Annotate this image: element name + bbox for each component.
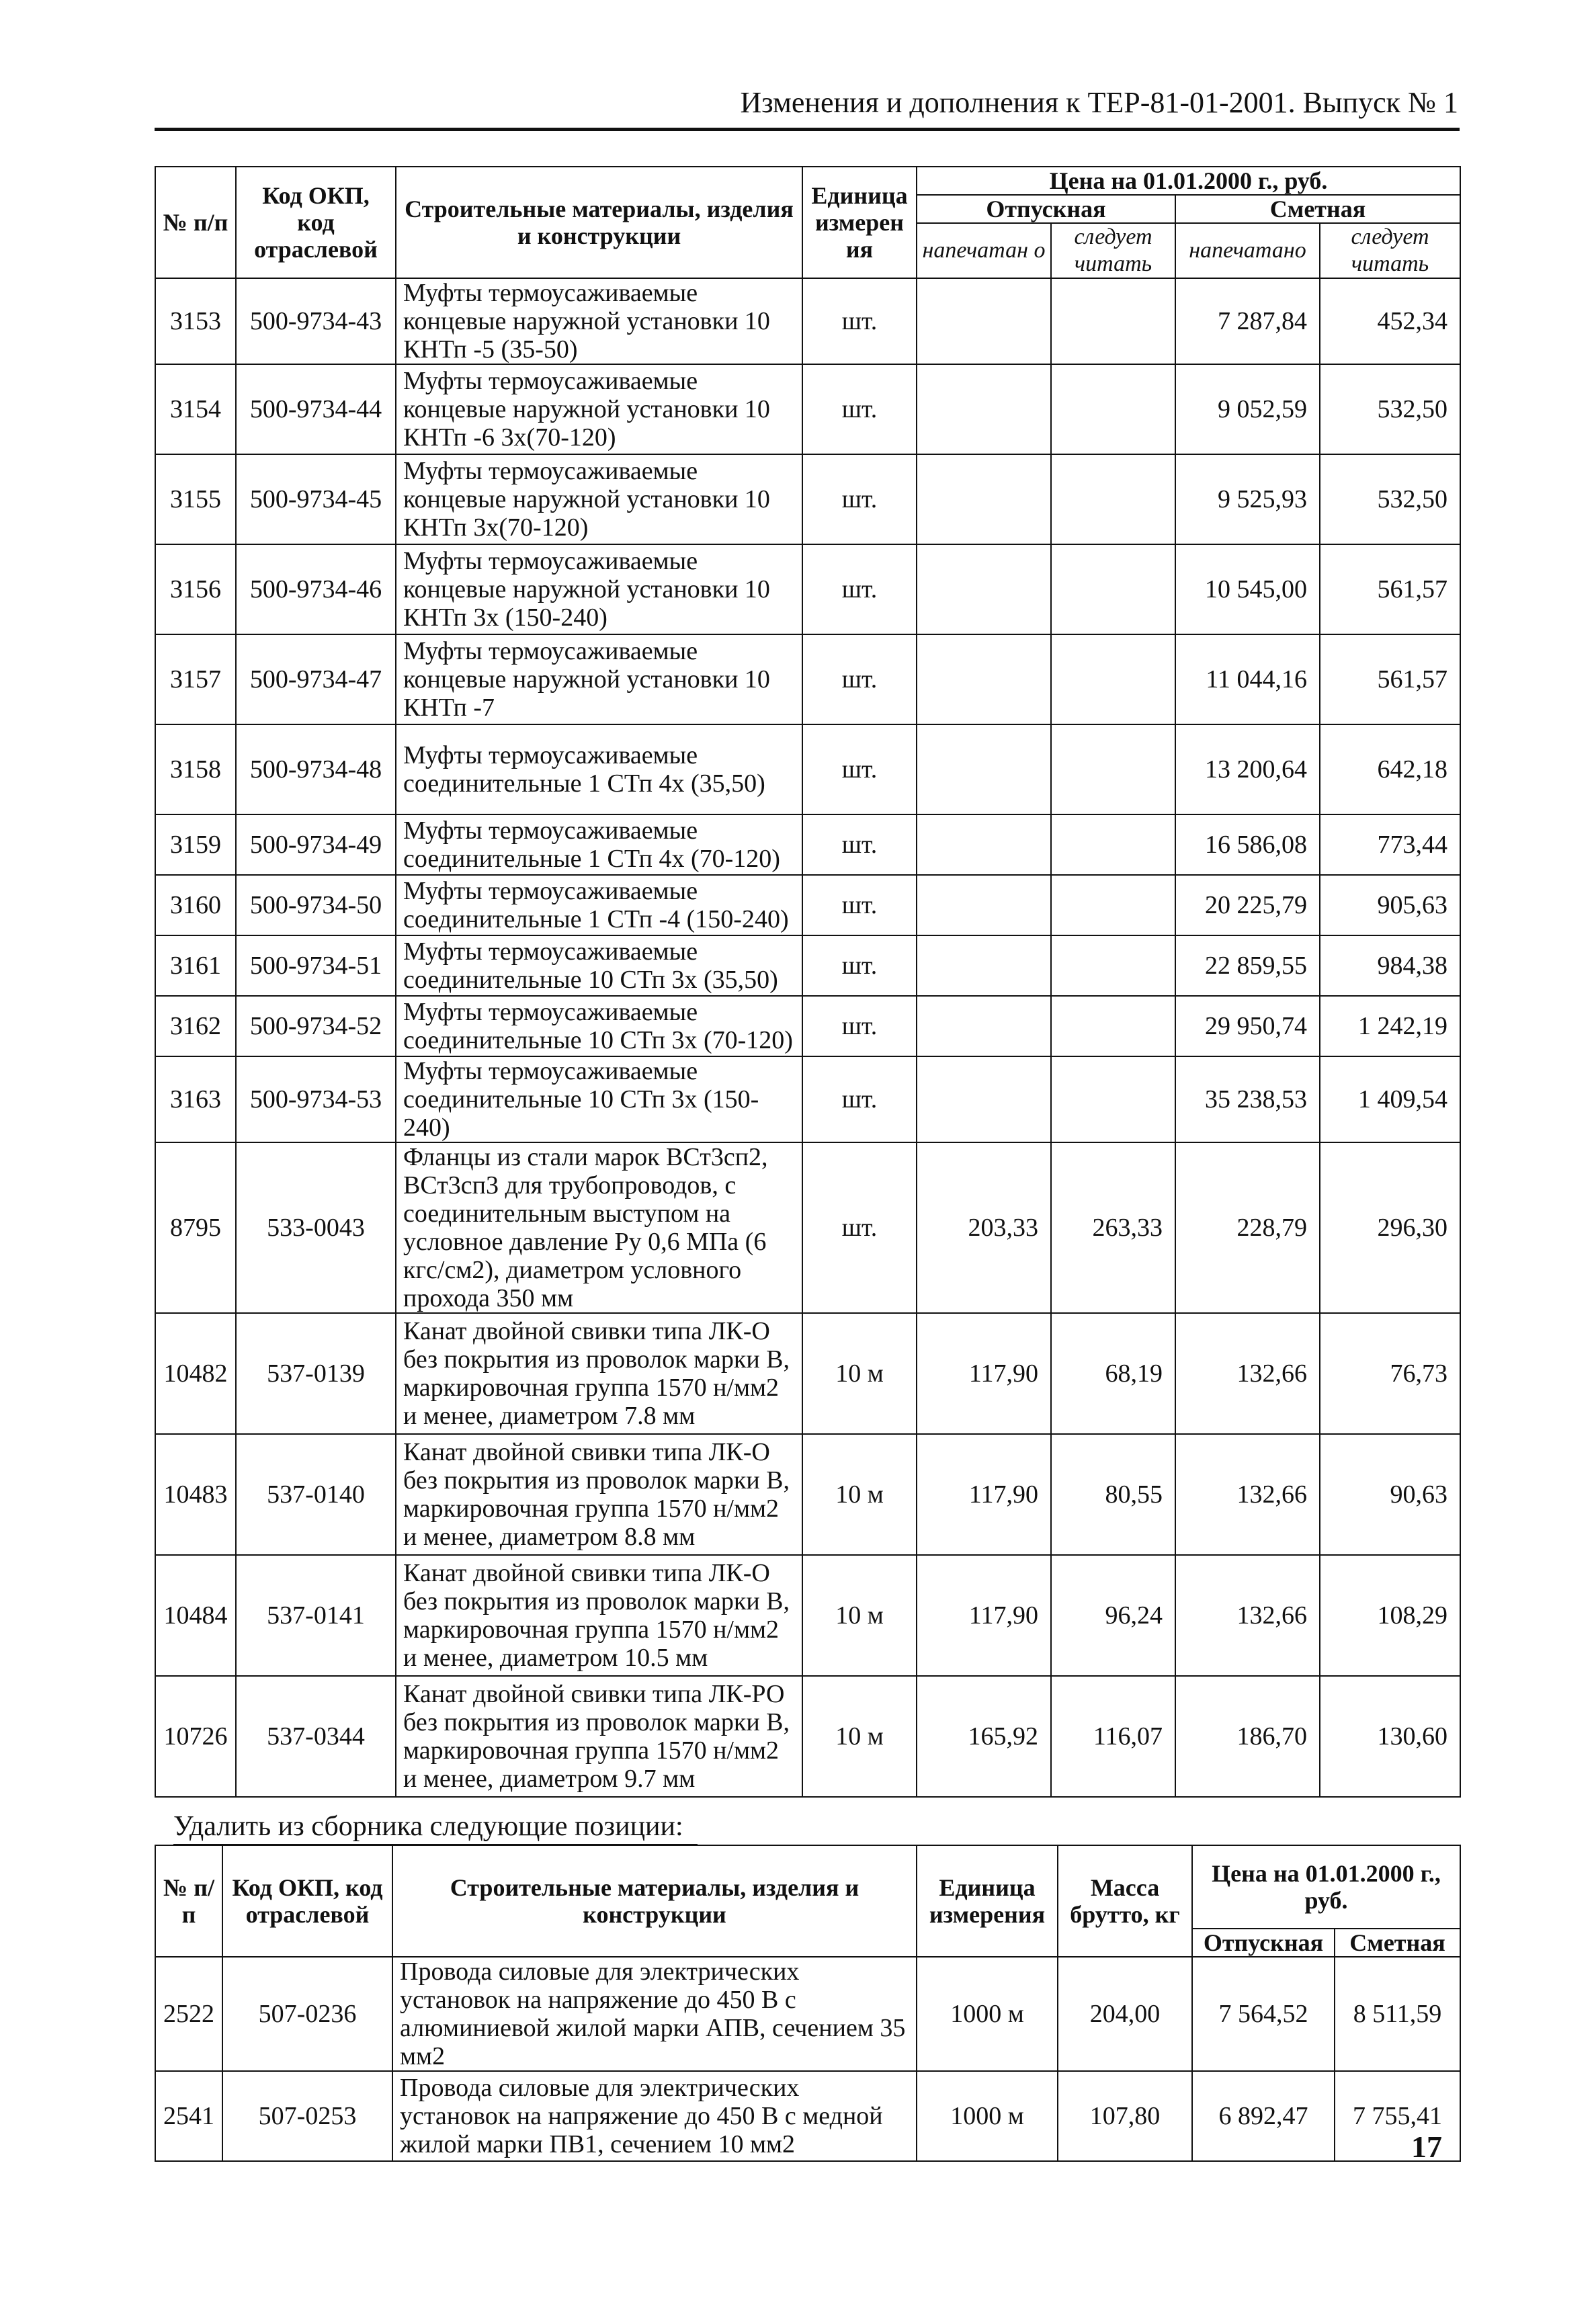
row-wholesale-printed	[917, 364, 1051, 454]
table-row	[155, 1313, 1460, 1434]
row-num: 3157	[155, 634, 236, 724]
row-wholesale-printed: 203,33	[917, 1142, 1051, 1313]
row-num: 3161	[155, 935, 236, 996]
row-name: Муфты термоусаживаемые соединительные 1 СТп 4х (35,50)	[396, 724, 802, 814]
row-code: 500-9734-43	[236, 278, 396, 364]
page-header: Изменения и дополнения к ТЕР-81-01-2001. Выпуск № 1	[740, 86, 1458, 119]
row-estimate-printed: 16 586,08	[1175, 814, 1320, 875]
row-num: 10484	[155, 1555, 236, 1676]
row-code: 533-0043	[236, 1142, 396, 1313]
row-code: 500-9734-52	[236, 996, 396, 1056]
row-estimate: 7 755,41	[1335, 2071, 1460, 2161]
row-mass: 107,80	[1058, 2071, 1192, 2161]
row-unit: шт.	[802, 814, 917, 875]
row-code: 500-9734-53	[236, 1056, 396, 1142]
row-wholesale-printed	[917, 1056, 1051, 1142]
row-num: 10482	[155, 1313, 236, 1434]
table-row	[155, 544, 1460, 634]
table-row	[155, 364, 1460, 454]
row-wholesale-read	[1051, 454, 1175, 544]
removal-title: Удалить из сборника следующие позиции:	[173, 1811, 683, 1842]
row-name: Фланцы из стали марок ВСт3сп2, ВСт3сп3 для трубопроводов, с соединительным выступом на условное давление Ру 0,6 МПа (6 кгс/см2), диаметром условного прохода 350 мм	[396, 1142, 802, 1313]
row-unit: шт.	[802, 724, 917, 814]
row-wholesale-read: 68,19	[1051, 1313, 1175, 1434]
row-estimate: 8 511,59	[1335, 1957, 1460, 2071]
row-wholesale-read	[1051, 935, 1175, 996]
row-estimate-read: 1 242,19	[1320, 996, 1460, 1056]
col-wholesale-printed: напечатан о	[917, 223, 1051, 278]
row-estimate-read: 561,57	[1320, 634, 1460, 724]
row-num: 3153	[155, 278, 236, 364]
row-wholesale-printed	[917, 634, 1051, 724]
col-estimate-header: Сметная	[1175, 195, 1460, 223]
row-unit: шт.	[802, 634, 917, 724]
row-estimate-read: 90,63	[1320, 1434, 1460, 1555]
row-wholesale-printed: 117,90	[917, 1434, 1051, 1555]
row-code: 500-9734-47	[236, 634, 396, 724]
row-estimate-read: 1 409,54	[1320, 1056, 1460, 1142]
table-row	[155, 724, 1460, 814]
row-wholesale-printed	[917, 875, 1051, 935]
row-unit: шт.	[802, 454, 917, 544]
row-wholesale: 7 564,52	[1192, 1957, 1335, 2071]
row-wholesale-printed	[917, 935, 1051, 996]
table-row	[155, 278, 1460, 364]
row-code: 507-0253	[222, 2071, 392, 2161]
row-code: 500-9734-49	[236, 814, 396, 875]
row-unit: шт.	[802, 1142, 917, 1313]
table-row	[155, 814, 1460, 875]
col-estimate-printed: напечатано	[1175, 223, 1320, 278]
row-name: Канат двойной свивки типа ЛК-О без покрытия из проволок марки В, маркировочная группа 1570 н/мм2 и менее, диаметром 10.5 мм	[396, 1555, 802, 1676]
row-code: 500-9734-51	[236, 935, 396, 996]
col2-estimate-header: Сметная	[1335, 1929, 1460, 1957]
row-unit: 10 м	[802, 1676, 917, 1797]
row-wholesale-read: 263,33	[1051, 1142, 1175, 1313]
row-estimate-read: 532,50	[1320, 454, 1460, 544]
row-num: 10483	[155, 1434, 236, 1555]
row-wholesale-printed: 165,92	[917, 1676, 1051, 1797]
row-wholesale-printed	[917, 454, 1051, 544]
row-estimate-printed: 132,66	[1175, 1555, 1320, 1676]
row-name: Канат двойной свивки типа ЛК-О без покрытия из проволок марки В, маркировочная группа 1570 н/мм2 и менее, диаметром 7.8 мм	[396, 1313, 802, 1434]
row-code: 507-0236	[222, 1957, 392, 2071]
table-row	[155, 935, 1460, 996]
header-rule	[155, 128, 1460, 131]
col2-price-header: Цена на 01.01.2000 г., руб.	[1192, 1845, 1460, 1929]
row-name: Канат двойной свивки типа ЛК-РО без покрытия из проволок марки В, маркировочная группа 1570 н/мм2 и менее, диаметром 9.7 мм	[396, 1676, 802, 1797]
col-wholesale-read: следует читать	[1051, 223, 1175, 278]
row-estimate-read: 296,30	[1320, 1142, 1460, 1313]
row-name: Провода силовые для электрических установок на напряжение до 450 В с медной жилой марки ПВ1, сечением 10 мм2	[392, 2071, 917, 2161]
col2-mass-header: Масса брутто, кг	[1058, 1845, 1192, 1957]
row-num: 3162	[155, 996, 236, 1056]
row-name: Муфты термоусаживаемые соединительные 10 СТп 3х (70-120)	[396, 996, 802, 1056]
table-row	[155, 1957, 1460, 2071]
row-estimate-printed: 9 052,59	[1175, 364, 1320, 454]
row-estimate-printed: 11 044,16	[1175, 634, 1320, 724]
table-row	[155, 875, 1460, 935]
row-estimate-read: 76,73	[1320, 1313, 1460, 1434]
row-name: Муфты термоусаживаемые соединительные 10 СТп 3х (150-240)	[396, 1056, 802, 1142]
table-row	[155, 1434, 1460, 1555]
row-estimate-printed: 132,66	[1175, 1434, 1320, 1555]
row-code: 537-0344	[236, 1676, 396, 1797]
col-num-header: № п/п	[155, 167, 236, 278]
row-name: Муфты термоусаживаемые концевые наружной установки 10 КНТп 3х (150-240)	[396, 544, 802, 634]
row-num: 3154	[155, 364, 236, 454]
row-num: 3160	[155, 875, 236, 935]
row-code: 537-0141	[236, 1555, 396, 1676]
row-code: 500-9734-46	[236, 544, 396, 634]
row-num: 3163	[155, 1056, 236, 1142]
row-estimate-printed: 228,79	[1175, 1142, 1320, 1313]
row-num: 3159	[155, 814, 236, 875]
row-name: Муфты термоусаживаемые соединительные 10 СТп 3х (35,50)	[396, 935, 802, 996]
table-row	[155, 2071, 1460, 2161]
row-estimate-printed: 13 200,64	[1175, 724, 1320, 814]
row-unit: шт.	[802, 544, 917, 634]
row-unit: 10 м	[802, 1434, 917, 1555]
row-code: 537-0140	[236, 1434, 396, 1555]
row-estimate-read: 130,60	[1320, 1676, 1460, 1797]
row-estimate-printed: 20 225,79	[1175, 875, 1320, 935]
row-estimate-printed: 7 287,84	[1175, 278, 1320, 364]
row-estimate-read: 108,29	[1320, 1555, 1460, 1676]
row-num: 3158	[155, 724, 236, 814]
col-unit-header: Единица измерен ия	[802, 167, 917, 278]
row-estimate-read: 905,63	[1320, 875, 1460, 935]
row-code: 537-0139	[236, 1313, 396, 1434]
row-unit: шт.	[802, 278, 917, 364]
row-estimate-read: 773,44	[1320, 814, 1460, 875]
row-wholesale-printed: 117,90	[917, 1555, 1051, 1676]
row-code: 500-9734-50	[236, 875, 396, 935]
row-num: 10726	[155, 1676, 236, 1797]
removal-table	[155, 1845, 1461, 2162]
row-estimate-read: 532,50	[1320, 364, 1460, 454]
row-estimate-printed: 22 859,55	[1175, 935, 1320, 996]
table-row	[155, 1555, 1460, 1676]
row-wholesale-printed	[917, 996, 1051, 1056]
row-mass: 204,00	[1058, 1957, 1192, 2071]
row-wholesale-read: 80,55	[1051, 1434, 1175, 1555]
row-estimate-read: 642,18	[1320, 724, 1460, 814]
row-estimate-printed: 29 950,74	[1175, 996, 1320, 1056]
row-name: Муфты термоусаживаемые соединительные 1 СТп 4х (70-120)	[396, 814, 802, 875]
row-wholesale-printed	[917, 724, 1051, 814]
row-estimate-printed: 186,70	[1175, 1676, 1320, 1797]
row-code: 500-9734-44	[236, 364, 396, 454]
row-estimate-read: 984,38	[1320, 935, 1460, 996]
col2-name-header: Строительные материалы, изделия и конструкции	[392, 1845, 917, 1957]
row-num: 3156	[155, 544, 236, 634]
row-name: Канат двойной свивки типа ЛК-О без покрытия из проволок марки В, маркировочная группа 1570 н/мм2 и менее, диаметром 8.8 мм	[396, 1434, 802, 1555]
table-row	[155, 1056, 1460, 1142]
row-code: 500-9734-45	[236, 454, 396, 544]
row-unit: шт.	[802, 875, 917, 935]
row-wholesale: 6 892,47	[1192, 2071, 1335, 2161]
row-name: Провода силовые для электрических установок на напряжение до 450 В с алюминиевой жилой марки АПВ, сечением 35 мм2	[392, 1957, 917, 2071]
table-row	[155, 1142, 1460, 1313]
row-unit: 1000 м	[917, 1957, 1058, 2071]
row-name: Муфты термоусаживаемые концевые наружной установки 10 КНТп -7	[396, 634, 802, 724]
row-wholesale-read	[1051, 875, 1175, 935]
row-name: Муфты термоусаживаемые концевые наружной установки 10 КНТп 3х(70-120)	[396, 454, 802, 544]
row-estimate-printed: 132,66	[1175, 1313, 1320, 1434]
row-unit: 1000 м	[917, 2071, 1058, 2161]
col2-wholesale-header: Отпускная	[1192, 1929, 1335, 1957]
changes-table	[155, 166, 1461, 1798]
table-row	[155, 996, 1460, 1056]
row-unit: 10 м	[802, 1313, 917, 1434]
row-num: 2522	[155, 1957, 222, 2071]
table-row	[155, 1676, 1460, 1797]
col2-num-header: № п/п	[155, 1845, 222, 1957]
row-unit: шт.	[802, 935, 917, 996]
row-wholesale-read	[1051, 364, 1175, 454]
row-estimate-read: 452,34	[1320, 278, 1460, 364]
row-estimate-printed: 10 545,00	[1175, 544, 1320, 634]
row-wholesale-read: 96,24	[1051, 1555, 1175, 1676]
row-code: 500-9734-48	[236, 724, 396, 814]
row-wholesale-read: 116,07	[1051, 1676, 1175, 1797]
row-wholesale-printed	[917, 278, 1051, 364]
row-wholesale-printed: 117,90	[917, 1313, 1051, 1434]
row-wholesale-read	[1051, 544, 1175, 634]
row-num: 8795	[155, 1142, 236, 1313]
row-estimate-printed: 9 525,93	[1175, 454, 1320, 544]
row-wholesale-read	[1051, 1056, 1175, 1142]
col2-unit-header: Единица измерения	[917, 1845, 1058, 1957]
page-number: 17	[1411, 2130, 1442, 2164]
col-estimate-read: следует читать	[1320, 223, 1460, 278]
row-name: Муфты термоусаживаемые соединительные 1 СТп -4 (150-240)	[396, 875, 802, 935]
row-wholesale-read	[1051, 996, 1175, 1056]
col-price-header: Цена на 01.01.2000 г., руб.	[917, 167, 1460, 195]
table-row	[155, 634, 1460, 724]
row-unit: 10 м	[802, 1555, 917, 1676]
row-wholesale-printed	[917, 814, 1051, 875]
row-num: 2541	[155, 2071, 222, 2161]
col-name-header: Строительные материалы, изделия и конструкции	[396, 167, 802, 278]
col-code-header: Код ОКП, код отраслевой	[236, 167, 396, 278]
col-wholesale-header: Отпускная	[917, 195, 1175, 223]
row-wholesale-read	[1051, 278, 1175, 364]
row-unit: шт.	[802, 364, 917, 454]
row-estimate-read: 561,57	[1320, 544, 1460, 634]
row-name: Муфты термоусаживаемые концевые наружной установки 10 КНТп -6 3х(70-120)	[396, 364, 802, 454]
row-num: 3155	[155, 454, 236, 544]
row-estimate-printed: 35 238,53	[1175, 1056, 1320, 1142]
row-wholesale-printed	[917, 544, 1051, 634]
row-wholesale-read	[1051, 634, 1175, 724]
row-wholesale-read	[1051, 814, 1175, 875]
row-unit: шт.	[802, 996, 917, 1056]
col2-code-header: Код ОКП, код отраслевой	[222, 1845, 392, 1957]
row-unit: шт.	[802, 1056, 917, 1142]
row-name: Муфты термоусаживаемые концевые наружной установки 10 КНТп -5 (35-50)	[396, 278, 802, 364]
row-wholesale-read	[1051, 724, 1175, 814]
table-row	[155, 454, 1460, 544]
